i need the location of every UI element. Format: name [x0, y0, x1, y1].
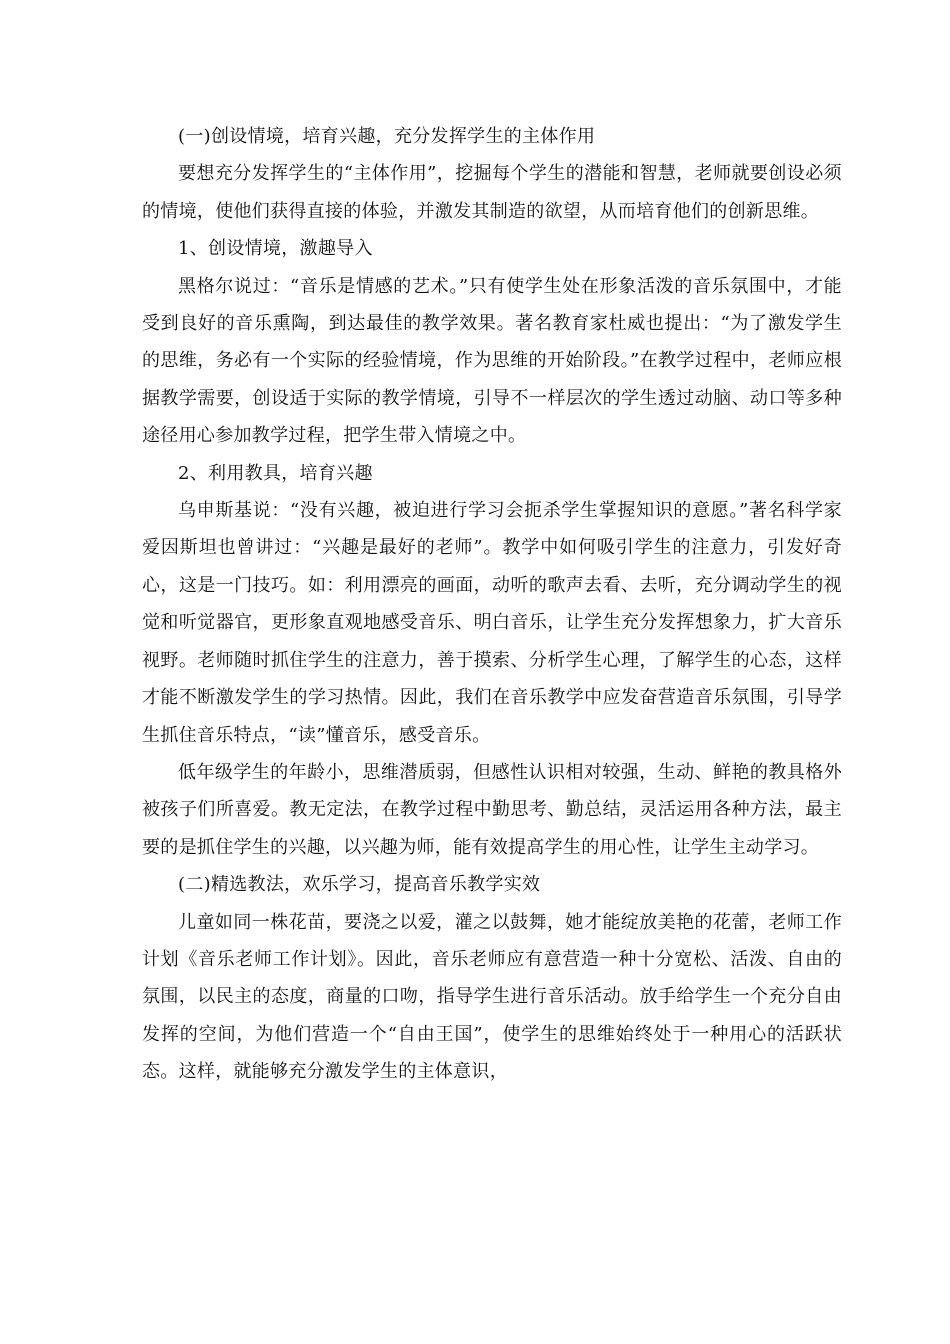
paragraph: 乌申斯基说：“没有兴趣，被迫进行学习会扼杀学生掌握知识的意愿。”著名科学家爱因斯坦也曾讲过：“兴趣是最好的老师”。教学中如何吸引学生的注意力，引发好奇心，这是一门技巧。如：利用漂亮的画面，动听的歌声去看、去听，充分调动学生的视觉和听觉器官，更形象直观地感受音乐、明白音乐，让学生充分发挥想象力，扩大音乐视野。老师随时抓住学生的注意力，善于摸索、分析学生心理，了解学生的心态，这样才能不断激发学生的学习热情。因此，我们在音乐教学中应发奋营造音乐氛围，引导学生抓住音乐特点，“读”懂音乐，感受音乐。: [142, 500, 842, 746]
document-body: [142, 118, 842, 1091]
paragraph: 儿童如同一株花苗，要浇之以爱，灌之以鼓舞，她才能绽放美艳的花蕾，老师工作计划《音乐老师工作计划》。因此，音乐老师应有意营造一种十分宽松、活泼、自由的氛围，以民主的态度，商量的口吻，指导学生进行音乐活动。放手给学生一个充分自由发挥的空间，为他们营造一个“自由王国”，使学生的思维始终处于一种用心的活跃状态。这样，就能够充分激发学生的主体意识，: [142, 911, 842, 1083]
paragraph: 黑格尔说过：“音乐是情感的艺术。”只有使学生处在形象活泼的音乐氛围中，才能受到良好的音乐熏陶，到达最佳的教学效果。著名教育家杜威也提出：“为了激发学生的思维，务必有一个实际的经验情境，作为思维的开始阶段。”在教学过程中，老师应根据教学需要，创设适于实际的教学情境，引导不一样层次的学生透过动脑、动口等多种途径用心参加教学过程，把学生带入情境之中。: [142, 275, 842, 447]
paragraph: 低年级学生的年龄小，思维潜质弱，但感性认识相对较强，生动、鲜艳的教具格外被孩子们所喜爱。教无定法，在教学过程中勤思考、勤总结，灵活运用各种方法，最主要的是抓住学生的兴趣，以兴趣为师，能有效提高学生的用心性，让学生主动学习。: [142, 761, 842, 858]
subsection-heading-1: 1、创设情境，激趣导入: [178, 238, 373, 260]
subsection-heading-2: 2、利用教具，培育兴趣: [178, 462, 373, 484]
section-heading-1: (一)创设情境，培育兴趣，充分发挥学生的主体作用: [178, 126, 596, 147]
section-heading-2: (二)精选教法，欢乐学习，提高音乐教学实效: [178, 874, 541, 896]
paragraph: 要想充分发挥学生的“主体作用”，挖掘每个学生的潜能和智慧，老师就要创设必须的情境，使他们获得直接的体验，并激发其制造的欲望，从而培育他们的创新思维。: [142, 163, 842, 222]
